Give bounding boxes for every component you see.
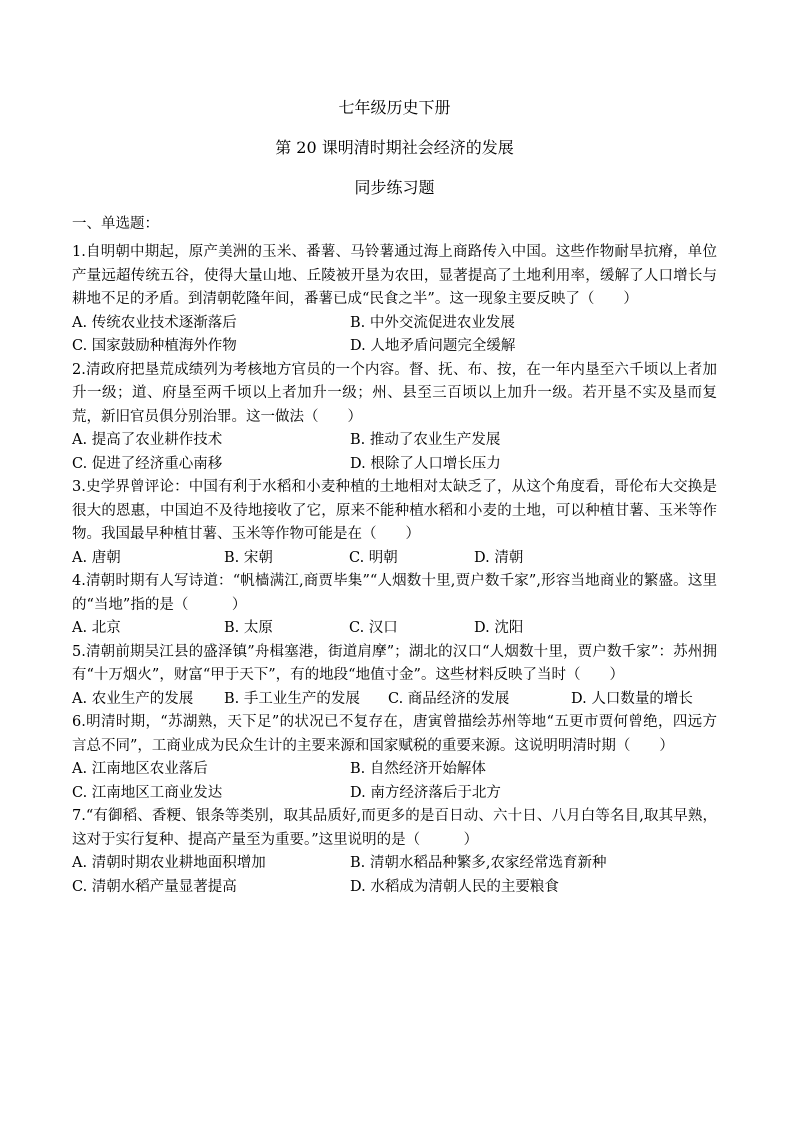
option-b: B. 中外交流促进农业发展 [350,314,515,331]
option-group [72,312,717,359]
option-group [72,758,717,805]
option-a: A. 农业生产的发展 [72,690,194,707]
option-group [72,547,717,571]
option-b: B. 推动了农业生产发展 [350,432,501,448]
option-group [72,429,717,476]
option-c: C. 清朝水稻产量显著提高 [72,878,237,895]
document-page [72,98,717,899]
question-3 [72,476,717,570]
question-4 [72,570,717,641]
question-2 [72,359,717,477]
option-group [72,688,717,712]
option-a: A. 传统农业技术逐渐落后 [72,314,237,331]
option-c: C. 促进了经济重心南移 [72,455,223,472]
option-c: C. 江南地区工商业发达 [72,784,223,801]
question-stem: 7.“有御稻、香粳、银条等类别，取其品质好,而更多的是百日动、六十日、八月白等名目,取其早熟，这对于实行复种、提高产量至为重要。”这里说明的是（ ） [72,808,717,848]
option-c: C. 商品经济的发展 [388,690,510,707]
lesson-title: 第 20 课明清时期社会经济的发展 [275,138,514,157]
question-5 [72,641,717,712]
question-stem: 5.清朝前期吴江县的盛泽镇”舟楫塞港，街道肩摩”；湖北的汉口“人烟数十里，贾户数千家”：苏州拥有“十万烟火”，财富“甲于天下”，有的地段“地值寸金”。这些材料反映了当时（ ） [72,643,717,683]
option-d: D. 人地矛盾问题完全缓解 [350,338,516,354]
question-stem: 3.史学界曾评论：中国有利于水稻和小麦种植的土地相对太缺乏了，从这个角度看，哥伦布大交换是很大的恩惠，中国迫不及待地接收了它，原来不能种植水稻和小麦的土地，可以种植甘薯、玉米等作物。我国最早种植甘薯、玉米等作物可能是在（ ） [72,479,717,542]
option-b: B. 手工业生产的发展 [224,690,360,707]
option-a: A. 提高了农业耕作技术 [72,432,223,448]
option-c: C. 汉口 [349,620,398,636]
option-c: C. 国家鼓励种植海外作物 [72,338,237,354]
question-7 [72,805,717,899]
option-a: A. 江南地区农业落后 [72,761,208,777]
option-b: B. 太原 [224,620,273,636]
question-list [72,241,717,899]
section-heading: 一、单选题： [72,216,159,232]
question-stem: 6.明清时期，“苏湖熟，天下足”的状况已不复存在，唐寅曾描绘苏州等地“五更市贾何曾绝，四远方言总不同”，工商业成为民众生计的主要来源和国家赋税的重要来源。这说明明清时期（ ） [72,714,717,754]
option-d: D. 南方经济落后于北方 [350,784,501,801]
page-title: 七年级历史下册 [338,98,451,117]
option-a: A. 北京 [72,620,121,636]
option-d: D. 水稻成为清朝人民的主要粮食 [350,878,559,895]
question-stem: 4.清朝时期有人写诗道：“帆樯满江,商贾毕集”“人烟数十里,贾户数千家”,形容当地商业的繁盛。这里的“当地”指的是（ ） [72,573,717,613]
option-a: A. 清朝时期农业耕地面积增加 [72,855,266,871]
option-d: D. 沈阳 [474,620,524,636]
option-b: B. 宋朝 [224,549,273,566]
question-6 [72,711,717,805]
option-group [72,617,717,641]
option-d: D. 清朝 [474,549,524,566]
option-b: B. 自然经济开始解体 [350,761,486,777]
option-group [72,852,717,899]
option-d: D. 根除了人口增长压力 [350,455,501,472]
option-c: C. 明朝 [349,549,398,566]
question-1 [72,241,717,359]
question-stem: 1.自明朝中期起，原产美洲的玉米、番薯、马铃薯通过海上商路传入中国。这些作物耐旱抗瘠，单位产量远超传统五谷，使得大量山地、丘陵被开垦为农田，显著提高了土地利用率，缓解了人口增长与耕地不足的矛盾。到清朝乾隆年间，番薯已成“民食之半”。这一现象主要反映了（ ） [72,244,717,307]
option-b: B. 清朝水稻品种繁多,农家经常选育新种 [350,855,607,871]
exercise-title: 同步练习题 [354,178,435,197]
option-d: D. 人口数量的增长 [571,690,693,707]
option-a: A. 唐朝 [72,549,121,566]
question-stem: 2.清政府把垦荒成绩列为考核地方官员的一个内容。督、抚、布、按，在一年内垦至六千顷以上者加升一级；道、府垦至两千顷以上者加升一级；州、县至三百顷以上加升一级。若开垦不实及垦而复荒，新旧官员俱分别治罪。这一做法（ ） [72,361,717,425]
